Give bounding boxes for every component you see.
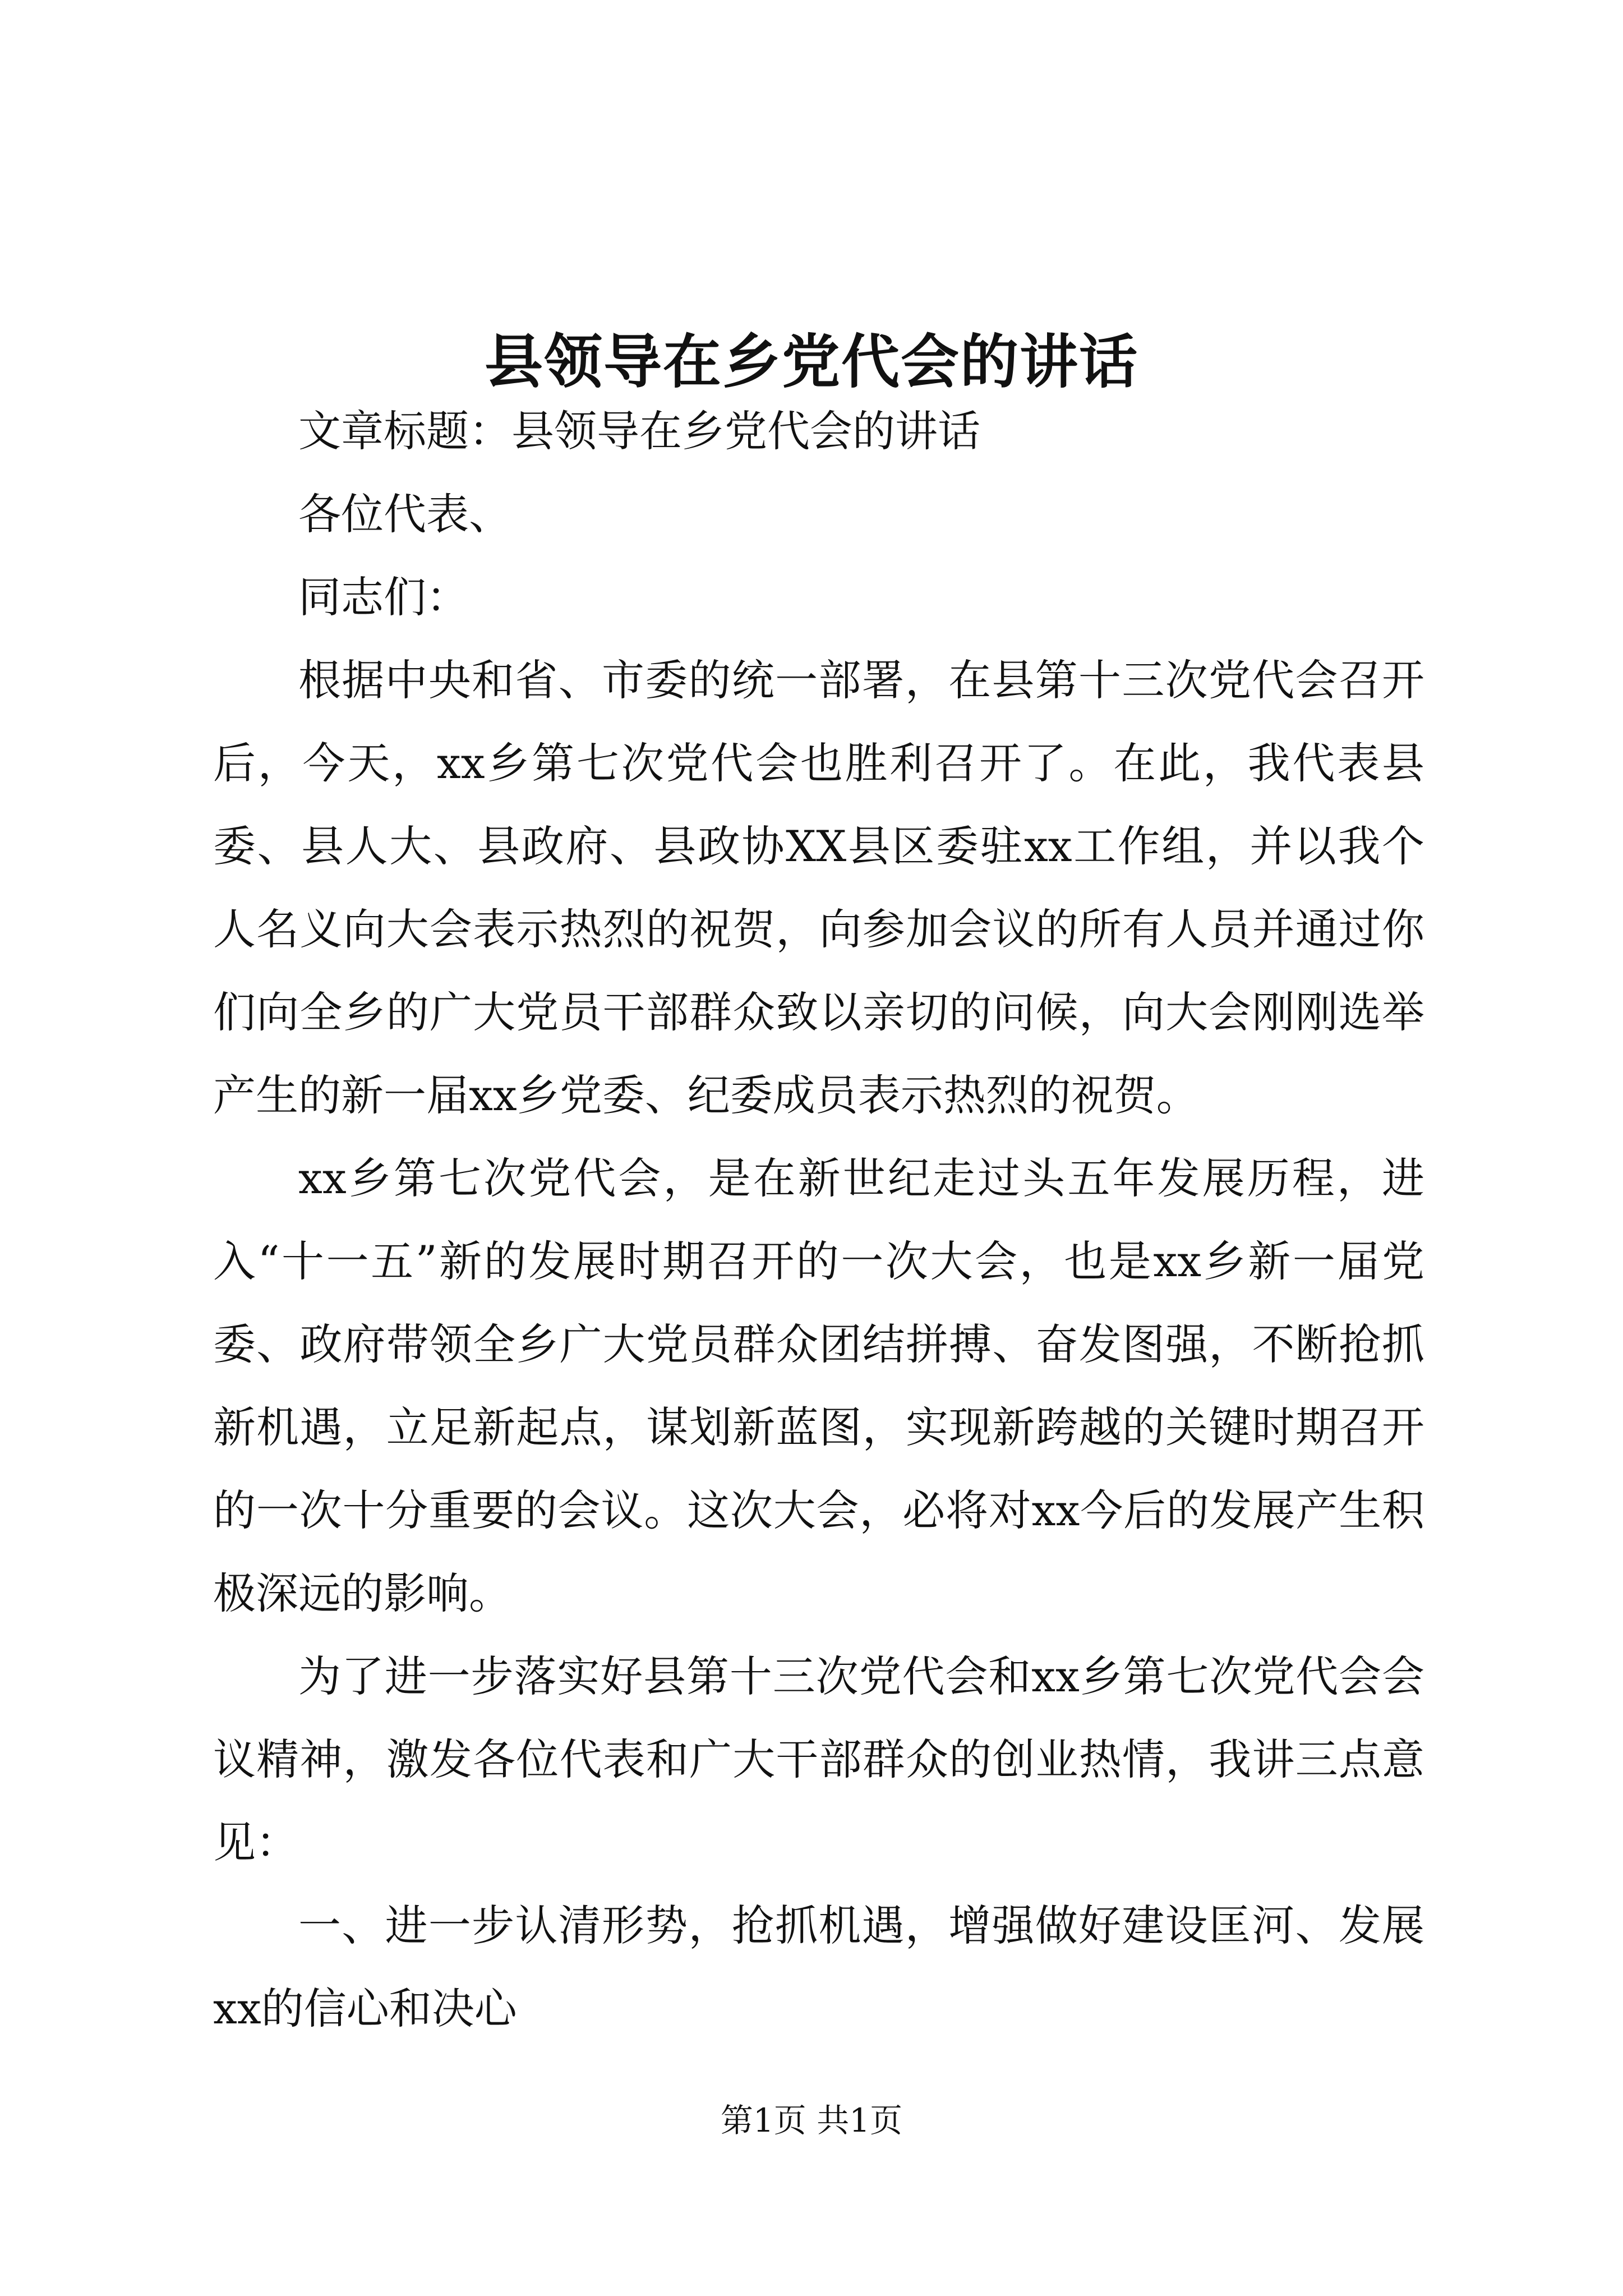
paragraph-three-points: 为了进一步落实好县第十三次党代会和xx乡第七次党代会会议精神，激发各位代表和广大干部群众的创业热情，我讲三点意见： (213, 1651, 1424, 1867)
section-heading-one: 一、进一步认清形势，抢抓机遇，增强做好建设匡河、发展xx的信心和决心 (213, 1901, 1424, 2033)
paragraph-significance: xx乡第七次党代会，是在新世纪走过头五年发展历程，进入“十一五”新的发展时期召开的一次大会，也是xx乡新一届党委、政府带领全乡广大党员群众团结拼搏、奋发图强，不断抢抓新机遇，立足新起点，谋划新蓝图，实现新跨越的关键时期召开的一次十分重要的会议。这次大会，必将对xx今后的发展产生积极深远的影响。 (213, 1153, 1424, 1618)
salutation-comrades: 同志们： (298, 572, 469, 622)
article-title-line: 文章标题：县领导在乡党代会的讲话 (298, 406, 980, 456)
page-title: 县领导在乡党代会的讲话 (484, 326, 1138, 396)
salutation-delegates: 各位代表、 (298, 489, 511, 539)
page-footer: 第1页 共1页 (720, 2101, 903, 2139)
paragraph-opening: 根据中央和省、市委的统一部署，在县第十三次党代会召开后，今天，xx乡第七次党代会也胜利召开了。在此，我代表县委、县人大、县政府、县政协XX县区委驻xx工作组，并以我个人名义向大会表示热烈的祝贺，向参加会议的所有人员并通过你们向全乡的广大党员干部群众致以亲切的问候，向大会刚刚选举产生的新一届xx乡党委、纪委成员表示热烈的祝贺。 (213, 655, 1424, 1120)
document-body (213, 390, 1424, 2050)
